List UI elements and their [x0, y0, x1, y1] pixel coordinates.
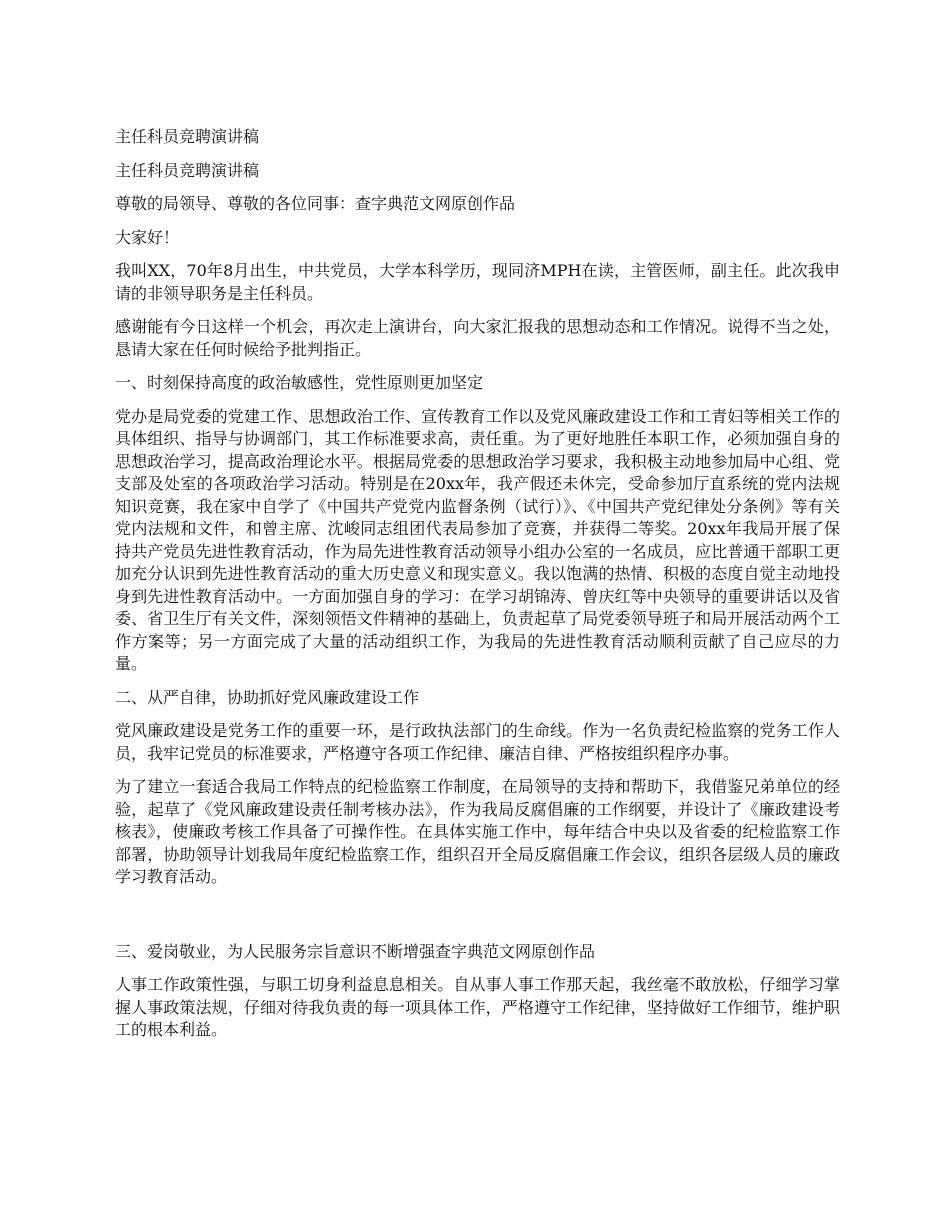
section-1-heading: 一、时刻保持高度的政治敏感性，党性原则更加坚定	[115, 373, 484, 392]
greeting: 大家好！	[115, 227, 180, 247]
section-2-paragraph-2: 为了建立一套适合我局工作特点的纪检监察工作制度，在局领导的支持和帮助下，我借鉴兄弟单位的经验，起草了《党风廉政建设责任制考核办法》，作为我局反腐倡廉的工作纲要，并设计了《廉政建设考核表》，使廉政考核工作具备了可操作性。在具体实施工作中，每年结合中央以及省委的纪检监察工作部署，协助领导计划我局年度纪检监察工作，组织召开全局反腐倡廉工作会议，组织各层级人员的廉政学习教育活动。	[115, 777, 840, 886]
document-title: 主任科员竞聘演讲稿	[115, 127, 260, 146]
intro-paragraph: 我叫XX，70年8月出生，中共党员，大学本科学历，现同济MPH在读，主管医师，副主任。此次我申请的非领导职务是主任科员。	[115, 261, 840, 303]
thanks-paragraph: 感谢能有今日这样一个机会，再次走上演讲台，向大家汇报我的思想动态和工作情况。说得不当之处，恳请大家在任何时候给予批判指正。	[115, 317, 840, 359]
section-2-paragraph-1: 党风廉政建设是党务工作的重要一环，是行政执法部门的生命线。作为一名负责纪检监察的党务工作人员，我牢记党员的标准要求，严格遵守各项工作纪律、廉洁自律、严格按组织程序办事。	[115, 721, 840, 763]
section-1-paragraph: 党办是局党委的党建工作、思想政治工作、宣传教育工作以及党风廉政建设工作和工青妇等相关工作的具体组织、指导与协调部门，其工作标准要求高，责任重。为了更好地胜任本职工作，必须加强自身的思想政治学习，提高政治理论水平。根据局党委的思想政治学习要求，我积极主动地参加局中心组、党支部及处室的各项政治学习活动。特别是在20xx年，我产假还未休完，受命参加厅直系统的党内法规知识竞赛，我在家中自学了《中国共产党党内监督条例（试行）》、《中国共产党纪律处分条例》等有关党内法规和文件，和曾主席、沈峻同志组团代表局参加了竞赛，并获得二等奖。20xx年我局开展了保持共产党员先进性教育活动，作为局先进性教育活动领导小组办公室的一名成员，应比普通干部职工更加充分认识到先进性教育活动的重大历史意义和现实意义。我以饱满的热情、积极的态度自觉主动地投身到先进性教育活动中。一方面加强自身的学习：在学习胡锦涛、曾庆红等中央领导的重要讲话以及省委、省卫生厅有关文件，深刻领悟文件精神的基础上，负责起草了局党委领导班子和局开展活动两个工作方案等；另一方面完成了大量的活动组织工作，为我局的先进性教育活动顺利贡献了自己应尽的力量。	[115, 406, 840, 673]
section-3-heading: 三、爱岗敬业，为人民服务宗旨意识不断增强查字典范文网原创作品	[115, 941, 596, 961]
blank-spacer	[115, 900, 840, 941]
document-subtitle: 主任科员竞聘演讲稿	[115, 160, 260, 180]
salutation: 尊敬的局领导、尊敬的各位同事：查字典范文网原创作品	[115, 194, 516, 213]
section-3-paragraph: 人事工作政策性强，与职工切身利益息息相关。自从事人事工作那天起，我丝毫不敢放松，仔细学习掌握人事政策法规，仔细对待我负责的每一项具体工作，严格遵守工作纪律，坚持做好工作细节，维护职工的根本利益。	[115, 975, 840, 1039]
document-page	[115, 126, 840, 1053]
section-2-heading: 二、从严自律，协助抓好党风廉政建设工作	[115, 687, 420, 707]
